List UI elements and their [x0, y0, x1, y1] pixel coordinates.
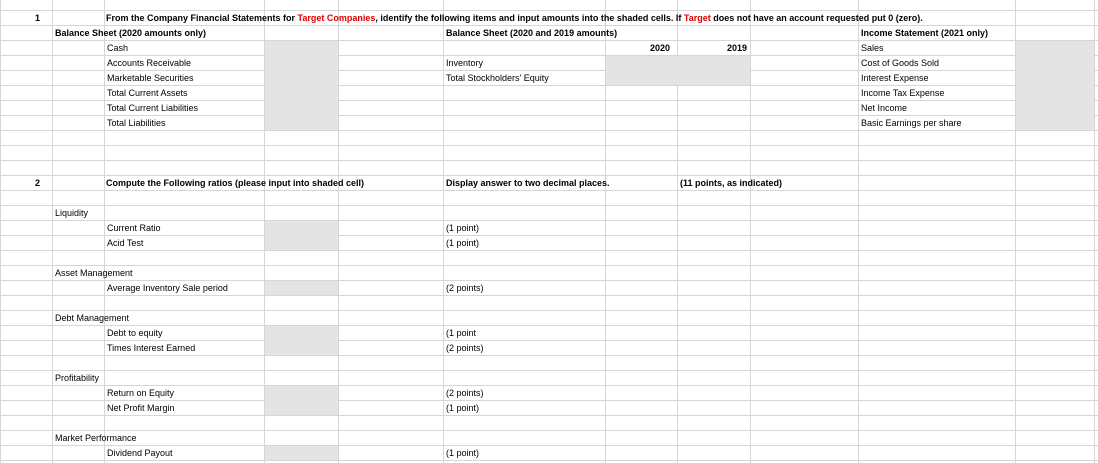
- ratio-points: (1 point: [446, 328, 477, 338]
- ratio-points: (1 point): [446, 403, 480, 413]
- asset-management-input-cell[interactable]: [265, 281, 338, 295]
- q1-balance-2020-input-cells[interactable]: [265, 41, 338, 130]
- group-label-liquidity: Liquidity: [55, 208, 89, 218]
- ratio-label: Current Ratio: [107, 223, 161, 233]
- ratio-label: Debt to equity: [107, 328, 163, 338]
- points-note: (11 points, as indicated): [680, 178, 783, 188]
- balance-both-item: Inventory: [446, 58, 484, 68]
- balance-2020-item: Total Current Liabilities: [107, 103, 199, 113]
- company-name-highlight: Target Companies: [297, 13, 376, 23]
- q1-balance-both-input-cells[interactable]: [606, 56, 750, 85]
- ratio-points: (2 points): [446, 343, 484, 353]
- group-label-market-performance: Market Performance: [55, 433, 137, 443]
- column-header-2019: 2019: [727, 43, 748, 53]
- column-header-2020: 2020: [650, 43, 671, 53]
- ratio-label: Net Profit Margin: [107, 403, 175, 413]
- question-1-instruction: [106, 11, 923, 25]
- question-1-number: 1: [34, 13, 40, 23]
- income-item: Interest Expense: [861, 73, 929, 83]
- market-performance-input-cell[interactable]: [265, 446, 338, 460]
- ratio-points: (2 points): [446, 388, 484, 398]
- balance-2020-item: Cash: [107, 43, 129, 53]
- income-item: Income Tax Expense: [861, 88, 945, 98]
- balance-2020-item: Total Current Assets: [107, 88, 188, 98]
- instruction-text-3: does not have an account requested put 0 (zero).: [710, 13, 923, 23]
- ratio-points: (1 point): [446, 238, 480, 248]
- profitability-input-cells[interactable]: [265, 386, 338, 415]
- balance-sheet-2020-title: Balance Sheet (2020 amounts only): [55, 28, 207, 38]
- balance-both-item: Total Stockholders' Equity: [446, 73, 549, 83]
- income-item: Sales: [861, 43, 884, 53]
- debt-management-input-cells[interactable]: [265, 326, 338, 355]
- income-item: Net Income: [861, 103, 908, 113]
- instruction-text-2: , identify the following items and input amounts into the shaded cells. If: [375, 13, 684, 23]
- income-statement-title: Income Statement (2021 only): [861, 28, 989, 38]
- income-item: Cost of Goods Sold: [861, 58, 940, 68]
- ratio-points: (1 point): [446, 448, 480, 458]
- ratio-points: (1 point): [446, 223, 480, 233]
- group-label-debt-management: Debt Management: [55, 313, 130, 323]
- income-item: Basic Earnings per share: [861, 118, 962, 128]
- q1-income-input-cells[interactable]: [1016, 41, 1094, 130]
- company-name-highlight: Target: [683, 13, 711, 23]
- balance-2020-item: Marketable Securities: [107, 73, 194, 83]
- group-label-profitability: Profitability: [55, 373, 100, 383]
- ratio-label: Return on Equity: [107, 388, 175, 398]
- balance-sheet-both-title: Balance Sheet (2020 and 2019 amounts): [446, 28, 618, 38]
- ratio-label: Times Interest Earned: [107, 343, 196, 353]
- question-2-number: 2: [34, 178, 40, 188]
- ratio-label: Dividend Payout: [107, 448, 173, 458]
- instruction-text-1: From the Company Financial Statements for: [106, 13, 298, 23]
- question-2-instruction: Compute the Following ratios (please input into shaded cell): [106, 178, 365, 188]
- ratio-label: Acid Test: [107, 238, 144, 248]
- liquidity-input-cells[interactable]: [265, 221, 338, 250]
- ratio-points: (2 points): [446, 283, 484, 293]
- balance-2020-item: Accounts Receivable: [107, 58, 192, 68]
- group-label-asset-management: Asset Management: [55, 268, 133, 278]
- display-note: Display answer to two decimal places.: [446, 178, 610, 188]
- balance-2020-item: Total Liabilities: [107, 118, 166, 128]
- ratio-label: Average Inventory Sale period: [107, 283, 228, 293]
